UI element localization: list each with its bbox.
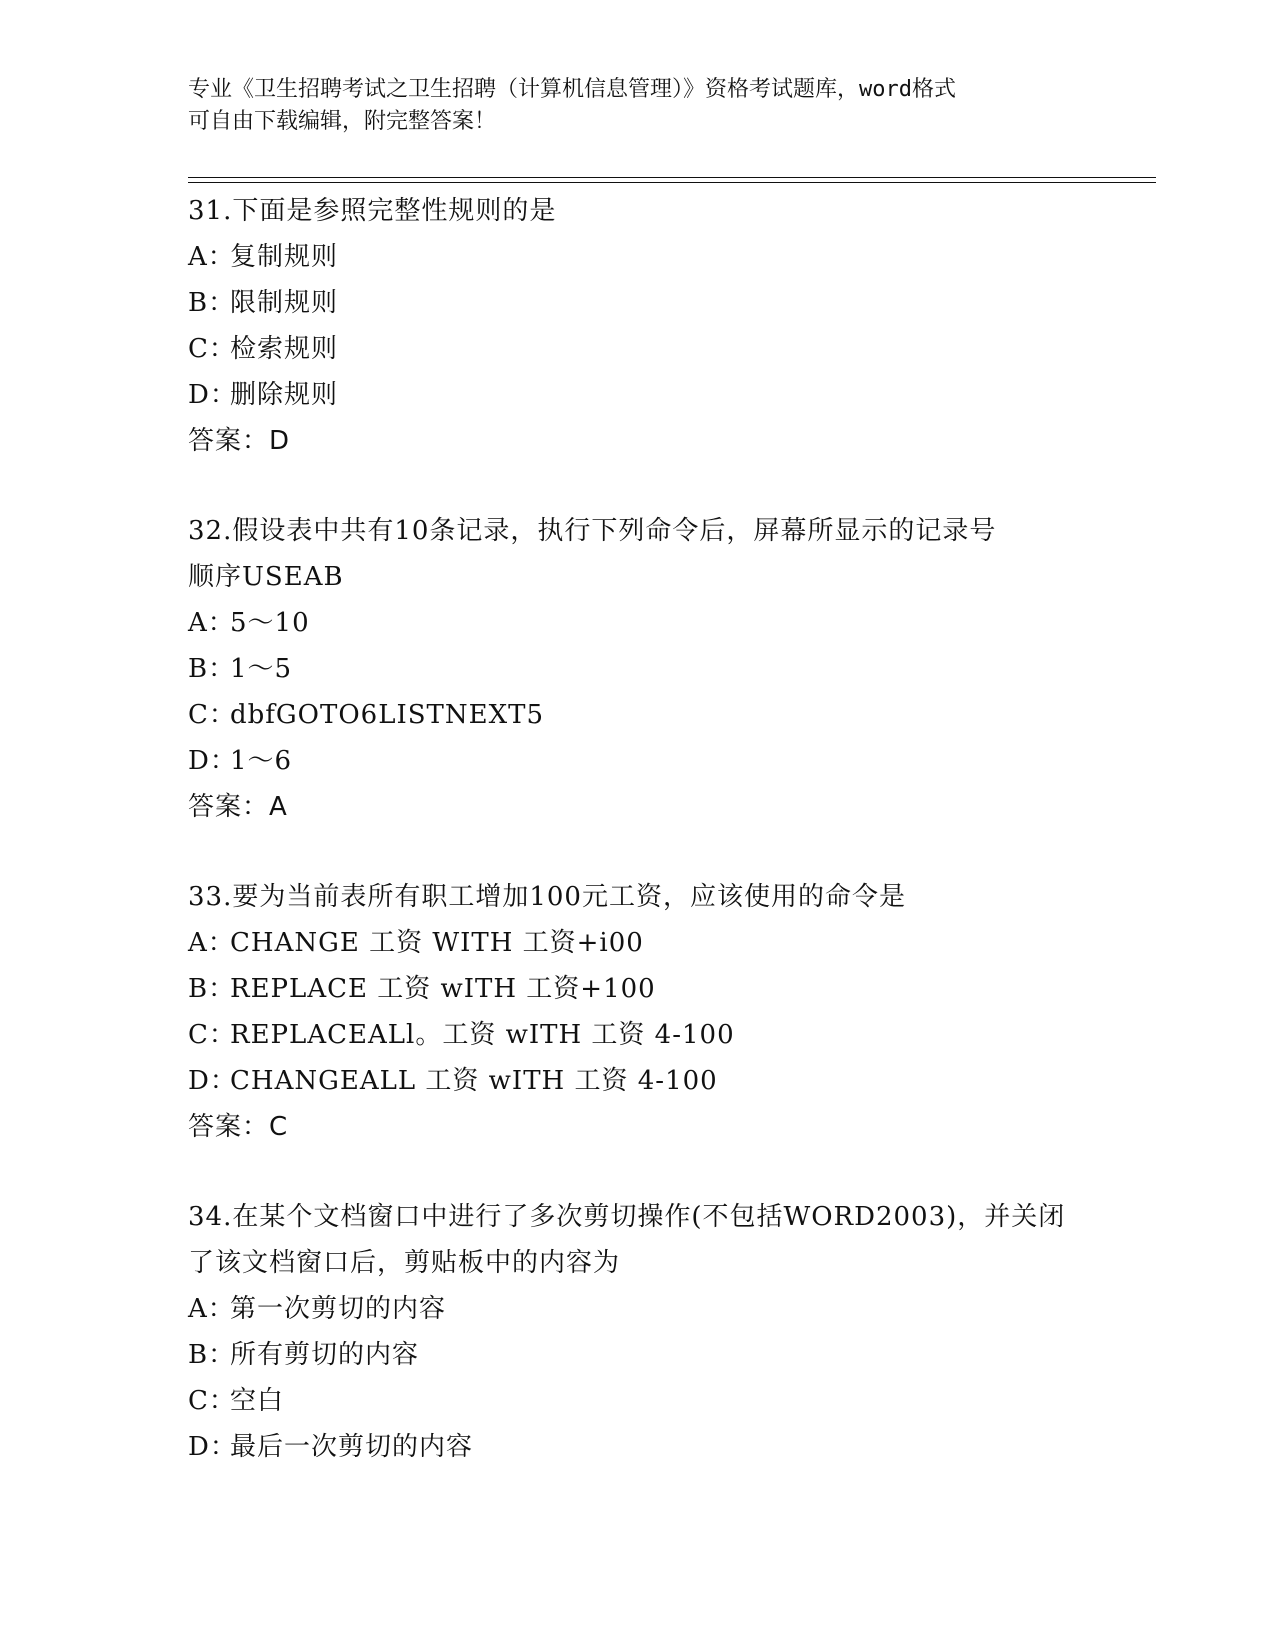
question-32 — [188, 508, 1088, 830]
option-text: 1～6 — [230, 746, 293, 776]
option-text: 复制规则 — [230, 242, 339, 272]
option-text: 5～10 — [230, 608, 310, 638]
question-text: 32.假设表中共有10条记录，执行下列命令后，屏幕所显示的记录号 — [188, 516, 997, 546]
header-rule-top — [188, 177, 1156, 178]
header-rule-bottom — [188, 182, 1156, 183]
option-letter: A： — [188, 1294, 235, 1324]
option-text: 删除规则 — [230, 380, 339, 410]
option-a — [188, 600, 1088, 646]
document-header — [188, 74, 1088, 138]
question-31 — [188, 188, 1088, 464]
option-text: 1～5 — [230, 654, 293, 684]
question-34 — [188, 1194, 1088, 1470]
option-c — [188, 692, 1088, 738]
question-text: 33.要为当前表所有职工增加100元工资，应该使用的命令是 — [188, 882, 906, 912]
option-text: CHANGEALL 工资 wITH 工资 4-100 — [230, 1066, 718, 1096]
option-letter: B： — [188, 288, 236, 318]
option-a — [188, 1286, 1088, 1332]
option-b — [188, 966, 1088, 1012]
option-d — [188, 1424, 1088, 1470]
option-c — [188, 326, 1088, 372]
option-letter: B： — [188, 654, 236, 684]
option-text: 空白 — [230, 1386, 285, 1416]
header-line-2: 可自由下载编辑，附完整答案！ — [188, 109, 497, 134]
option-letter: A： — [188, 242, 235, 272]
option-letter: C： — [188, 1020, 236, 1050]
option-letter: A： — [188, 608, 235, 638]
answer: 答案：D — [188, 426, 291, 456]
option-letter: D： — [188, 380, 237, 410]
question-33 — [188, 874, 1088, 1150]
option-c — [188, 1012, 1088, 1058]
option-letter: C： — [188, 334, 236, 364]
option-letter: C： — [188, 700, 236, 730]
answer: 答案：C — [188, 1112, 289, 1142]
option-a — [188, 234, 1088, 280]
option-letter: A： — [188, 928, 235, 958]
answer: 答案：A — [188, 792, 288, 822]
option-a — [188, 920, 1088, 966]
option-d — [188, 738, 1088, 784]
option-text: CHANGE 工资 WITH 工资+i00 — [230, 928, 644, 958]
option-text: REPLACEALl。工资 wITH 工资 4-100 — [230, 1020, 735, 1050]
option-b — [188, 1332, 1088, 1378]
question-text-continued: 了该文档窗口后，剪贴板中的内容为 — [188, 1248, 621, 1278]
option-text: dbfGOTO6LISTNEXT5 — [230, 700, 545, 730]
question-text: 31.下面是参照完整性规则的是 — [188, 196, 557, 226]
option-letter: B： — [188, 1340, 236, 1370]
option-d — [188, 372, 1088, 418]
option-text: 限制规则 — [230, 288, 339, 318]
option-letter: D： — [188, 1432, 237, 1462]
option-text: 第一次剪切的内容 — [230, 1294, 447, 1324]
question-text: 34.在某个文档窗口中进行了多次剪切操作(不包括WORD2003)，并关闭 — [188, 1202, 1066, 1232]
option-text: 检索规则 — [230, 334, 339, 364]
option-text: 最后一次剪切的内容 — [230, 1432, 474, 1462]
option-letter: B： — [188, 974, 236, 1004]
option-c — [188, 1378, 1088, 1424]
option-letter: C： — [188, 1386, 236, 1416]
option-text: 所有剪切的内容 — [230, 1340, 420, 1370]
option-b — [188, 646, 1088, 692]
question-text-continued: 顺序USEAB — [188, 562, 344, 592]
option-letter: D： — [188, 746, 237, 776]
option-b — [188, 280, 1088, 326]
header-line-1: 专业《卫生招聘考试之卫生招聘（计算机信息管理）》资格考试题库，word格式 — [188, 77, 956, 102]
option-d — [188, 1058, 1088, 1104]
option-text: REPLACE 工资 wITH 工资+100 — [230, 974, 656, 1004]
option-letter: D： — [188, 1066, 237, 1096]
